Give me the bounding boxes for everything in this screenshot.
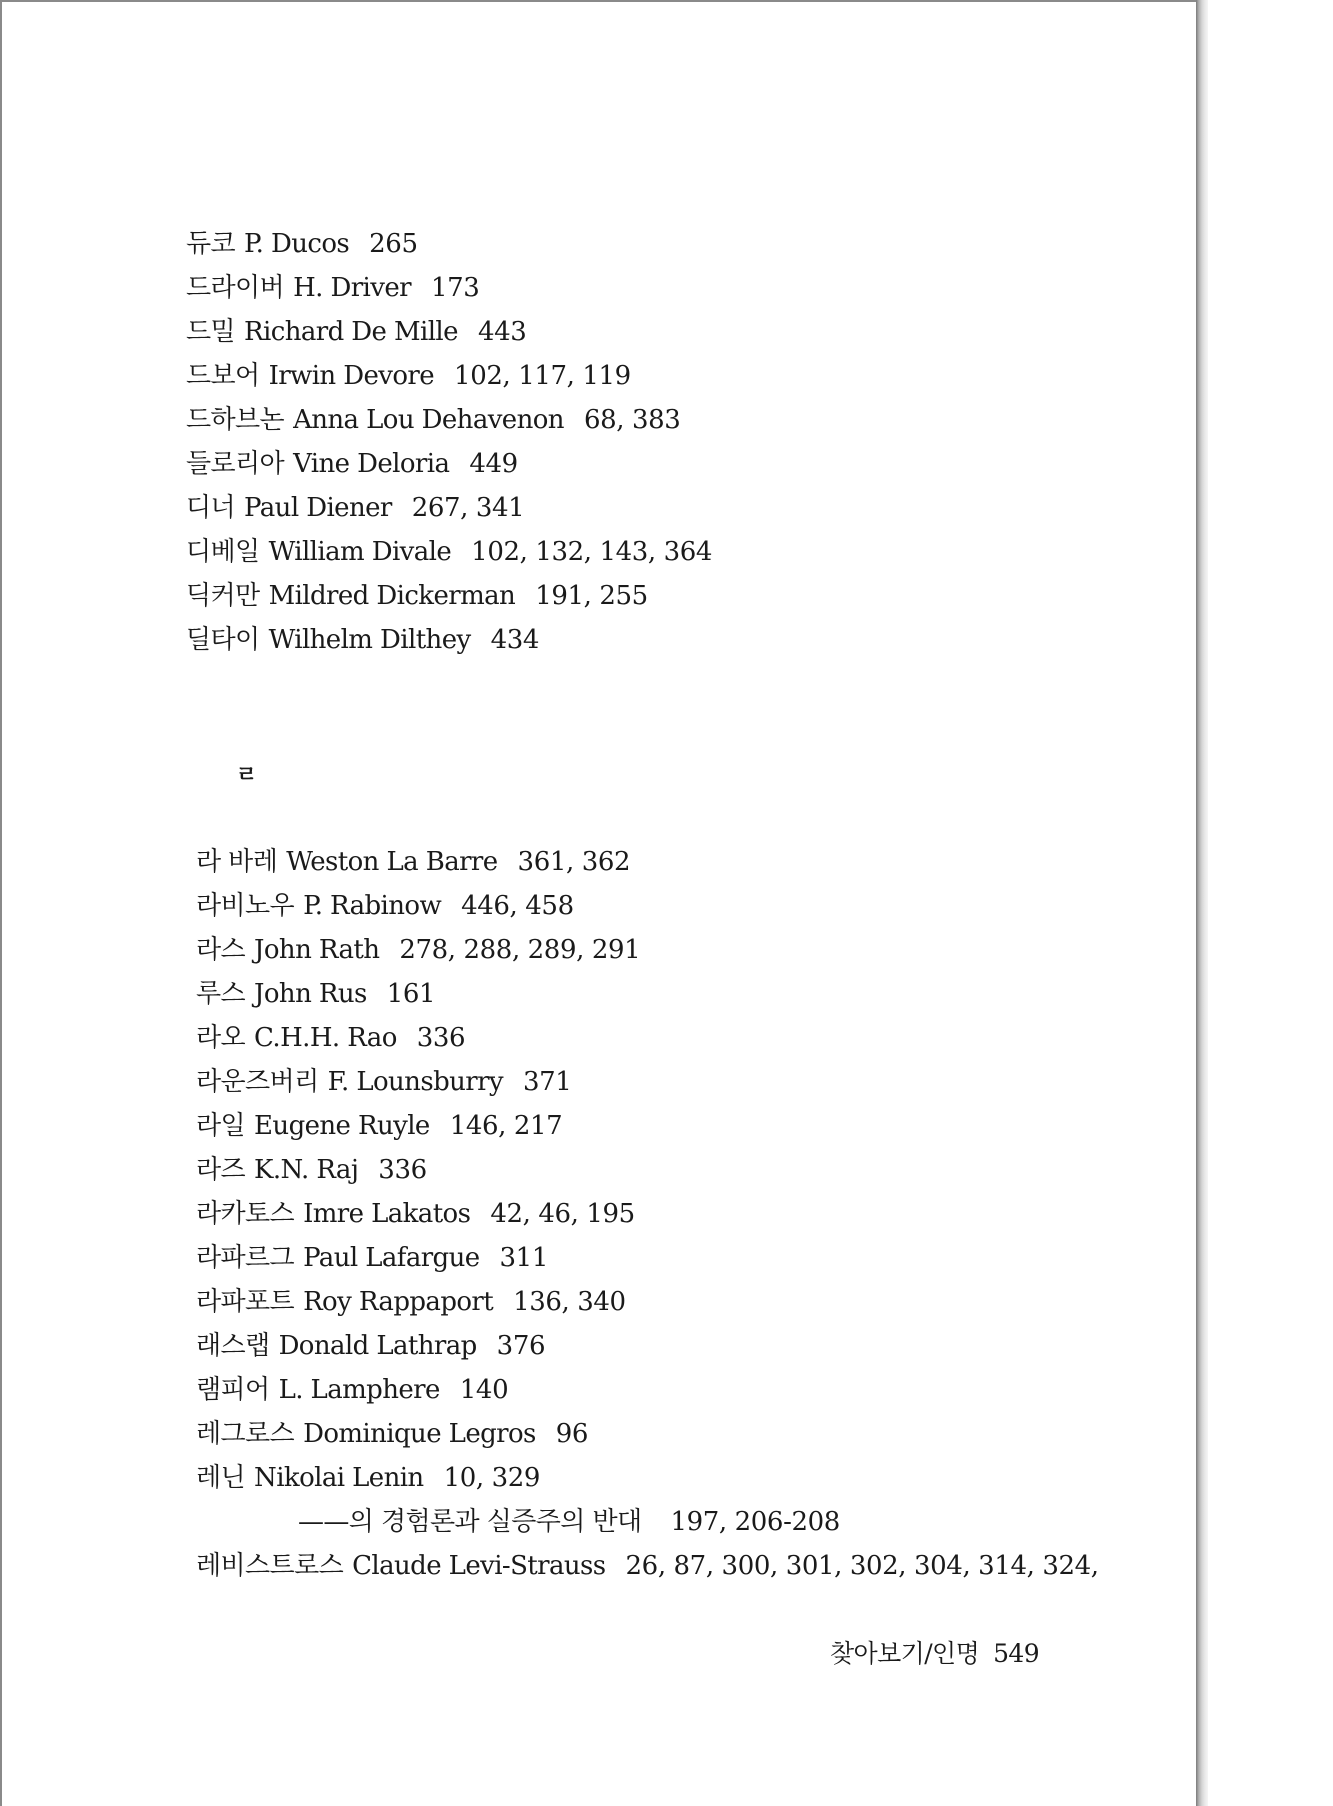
entry-original-name: C.H.H. Rao <box>254 1023 397 1053</box>
entry-korean-name: 디너 <box>186 493 236 523</box>
entry-korean-name: 라카토스 <box>196 1199 295 1229</box>
entry-pages: 336 <box>416 1023 466 1053</box>
entry-pages: 371 <box>523 1067 572 1097</box>
index-entry <box>196 1242 548 1274</box>
entry-original-name: John Rath <box>254 935 380 965</box>
entry-korean-name: 딕커만 <box>186 581 260 611</box>
entry-korean-name: 드보어 <box>186 361 260 391</box>
index-entry <box>196 1286 626 1318</box>
entry-original-name: Irwin Devore <box>268 361 435 391</box>
entry-original-name: Claude Levi-Strauss <box>352 1551 606 1581</box>
index-entry <box>196 1198 635 1230</box>
entry-korean-name: 드라이버 <box>186 273 285 303</box>
entry-pages: 443 <box>477 317 527 347</box>
entry-original-name: Anna Lou Dehavenon <box>293 405 564 435</box>
entry-pages: 161 <box>386 979 436 1009</box>
index-entry <box>186 580 648 612</box>
entry-pages: 449 <box>469 449 518 479</box>
index-subentry <box>298 1506 840 1538</box>
index-entry <box>196 1418 588 1450</box>
entry-original-name: Imre Lakatos <box>303 1199 471 1229</box>
entry-pages: 267, 341 <box>411 493 525 523</box>
entry-korean-name: 드밀 <box>186 317 236 347</box>
entry-pages: 102, 117, 119 <box>454 361 631 391</box>
index-entry <box>186 492 524 524</box>
entry-korean-name: 드하브논 <box>186 405 285 435</box>
entry-korean-name: 램피어 <box>196 1375 270 1405</box>
entry-original-name: Paul Diener <box>244 493 392 523</box>
entry-pages: 197, 206-208 <box>670 1507 840 1537</box>
entry-pages: 146, 217 <box>449 1111 563 1141</box>
entry-pages: 376 <box>496 1331 546 1361</box>
entry-original-name: H. Driver <box>293 273 411 303</box>
entry-original-name: Dominique Legros <box>303 1419 536 1449</box>
page-edge-shadow <box>1196 0 1208 1806</box>
index-entry <box>196 978 435 1010</box>
page-footer <box>830 1638 1039 1670</box>
index-entry <box>196 1154 427 1186</box>
entry-pages: 446, 458 <box>461 891 574 921</box>
entry-pages: 278, 288, 289, 291 <box>399 935 641 965</box>
index-entry <box>196 1462 540 1494</box>
entry-original-name: P. Rabinow <box>303 891 442 921</box>
entry-pages: 96 <box>555 1419 589 1449</box>
entry-korean-name: 라일 <box>196 1111 246 1141</box>
index-entry <box>186 536 712 568</box>
entry-korean-name: 듀코 <box>186 229 236 259</box>
index-entry <box>186 448 518 480</box>
entry-pages: 140 <box>459 1375 509 1405</box>
entry-korean-name: 라운즈버리 <box>196 1067 319 1097</box>
entry-korean-name: 라오 <box>196 1023 246 1053</box>
entry-korean-name: 루스 <box>196 979 246 1009</box>
entry-korean-name: 레닌 <box>196 1463 246 1493</box>
entry-pages: 265 <box>369 229 418 259</box>
entry-original-name: P. Ducos <box>244 229 350 259</box>
index-entry <box>186 316 526 348</box>
index-entry <box>196 1330 545 1362</box>
index-entry <box>186 228 418 260</box>
entry-pages: 26, 87, 300, 301, 302, 304, 314, 324, <box>625 1551 1099 1581</box>
entry-original-name: K.N. Raj <box>254 1155 359 1185</box>
entry-korean-name: 라즈 <box>196 1155 246 1185</box>
entry-pages: 361, 362 <box>517 847 631 877</box>
index-entry <box>186 360 631 392</box>
entry-korean-name: 레비스트로스 <box>196 1551 344 1581</box>
entry-original-name: Paul Lafargue <box>303 1243 480 1273</box>
index-entry <box>196 1550 1099 1582</box>
entry-pages: 68, 383 <box>583 405 681 435</box>
entry-original-name: Wilhelm Dilthey <box>268 625 471 655</box>
entry-original-name: Roy Rappaport <box>303 1287 494 1317</box>
index-entry <box>196 1022 465 1054</box>
entry-korean-name: 래스랩 <box>196 1331 270 1361</box>
entry-original-name: John Rus <box>254 979 367 1009</box>
entry-korean-name: 디베일 <box>186 537 260 567</box>
index-entry <box>196 1066 571 1098</box>
index-entry <box>186 272 479 304</box>
entry-original-name: Donald Lathrap <box>278 1331 477 1361</box>
entry-original-name: Richard De Mille <box>244 317 458 347</box>
entry-pages: 434 <box>490 625 540 655</box>
entry-pages: 336 <box>378 1155 427 1185</box>
entry-pages: 173 <box>430 273 480 303</box>
entry-pages: 191, 255 <box>535 581 648 611</box>
entry-original-name: Weston La Barre <box>286 847 498 877</box>
index-entry <box>196 846 630 878</box>
entry-original-name: F. Lounsburry <box>327 1067 503 1097</box>
entry-original-name: L. Lamphere <box>278 1375 440 1405</box>
index-entry <box>196 1110 562 1142</box>
entry-pages: 136, 340 <box>513 1287 626 1317</box>
entry-original-name: Vine Deloria <box>293 449 450 479</box>
entry-korean-name: 라스 <box>196 935 246 965</box>
index-entry <box>186 404 680 436</box>
index-entry <box>196 1374 508 1406</box>
entry-pages: 42, 46, 195 <box>490 1199 635 1229</box>
entry-korean-name: 라파르그 <box>196 1243 295 1273</box>
entry-korean-name: 들로리아 <box>186 449 285 479</box>
entry-original-name: Mildred Dickerman <box>268 581 516 611</box>
entry-pages: 10, 329 <box>443 1463 541 1493</box>
entry-original-name: William Divale <box>268 537 452 567</box>
entry-pages: 102, 132, 143, 364 <box>471 537 713 567</box>
index-entry <box>196 890 574 922</box>
running-title: 찾아보기/인명 <box>830 1639 980 1668</box>
entry-korean-name: 레그로스 <box>196 1419 295 1449</box>
entry-korean-name: 라 바레 <box>196 847 278 877</box>
entry-korean-name: 라비노우 <box>196 891 295 921</box>
subentry-text: ——의 경험론과 실증주의 반대 <box>298 1507 642 1537</box>
entry-original-name: Nikolai Lenin <box>254 1463 424 1493</box>
index-entry <box>196 934 640 966</box>
index-entry <box>186 624 539 656</box>
entry-pages: 311 <box>499 1243 548 1273</box>
entry-original-name: Eugene Ruyle <box>254 1111 430 1141</box>
entry-korean-name: 딜타이 <box>186 625 260 655</box>
section-heading: ㄹ <box>236 762 258 788</box>
entry-korean-name: 라파포트 <box>196 1287 295 1317</box>
page-number: 549 <box>993 1639 1040 1668</box>
